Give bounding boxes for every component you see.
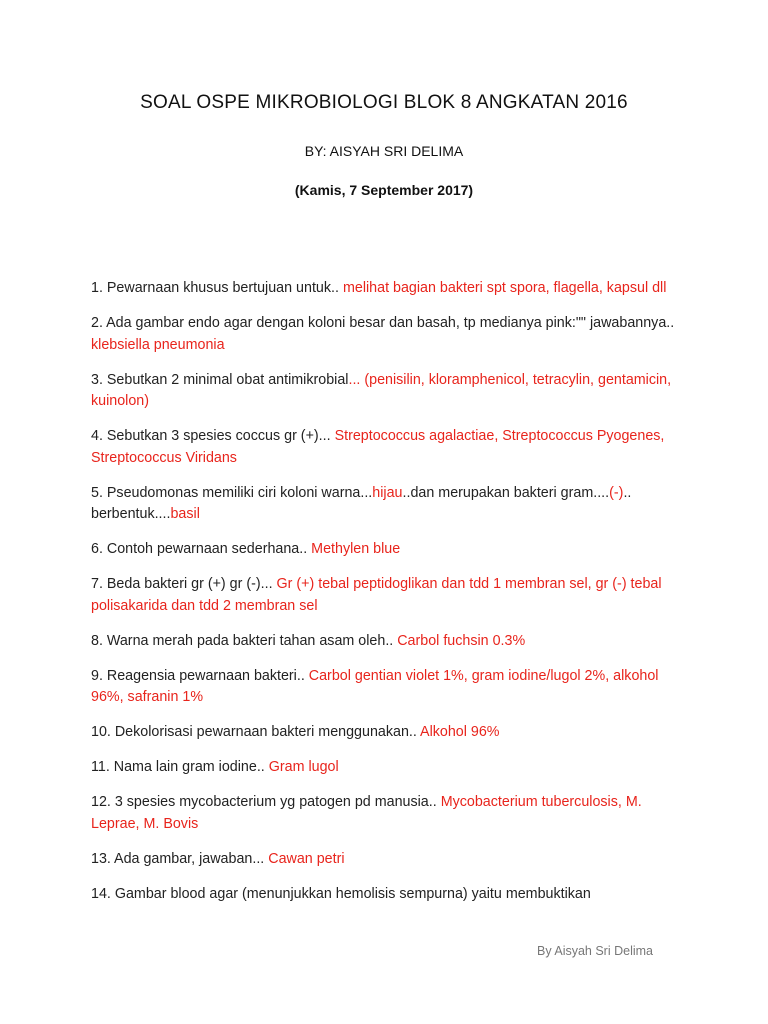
question-item [91, 278, 691, 300]
question-text: 10. Dekolorisasi pewarnaan bakteri menggunakan.. [91, 724, 421, 740]
answer-text: Mycobacterium tuberculosis, M. Leprae, M. Bovis [91, 794, 642, 832]
answer-text: Carbol fuchsin 0.3% [397, 632, 526, 649]
answer-text: Gram lugol [268, 759, 339, 775]
question-item [91, 313, 691, 356]
question-text: 7. Beda bakteri gr (+) gr (-)... [91, 576, 277, 592]
answer-text: (-) [609, 484, 624, 501]
question-list [91, 278, 691, 919]
answer-text: Streptococcus agalactiae, Streptococcus Pyogenes, Streptococcus Viridans [91, 428, 665, 466]
document-title: SOAL OSPE MIKROBIOLOGI BLOK 8 ANGKATAN 2016 [140, 92, 628, 113]
question-item [91, 574, 691, 617]
question-item [91, 757, 691, 779]
answer-text: klebsiella pneumonia [91, 336, 225, 353]
question-item [91, 631, 691, 653]
question-item [91, 849, 691, 871]
question-text: 14. Gambar blood agar (menunjukkan hemolisis sempurna) yaitu membuktikan [91, 885, 591, 902]
answer-text: Alkohol 96% [420, 724, 500, 740]
question-text: 8. Warna merah pada bakteri tahan asam oleh.. [91, 632, 398, 649]
document-date: (Kamis, 7 September 2017) [294, 182, 474, 198]
answer-text: Methylen blue [311, 541, 401, 557]
answer-text: hijau [372, 484, 403, 501]
question-item [91, 483, 691, 526]
question-item [91, 666, 691, 709]
question-text: 9. Reagensia pewarnaan bakteri.. [91, 667, 309, 684]
answer-text: Carbol gentian violet 1%, gram iodine/lugol 2%, alkohol 96%, safranin 1% [91, 667, 659, 705]
question-text: 13. Ada gambar, jawaban... [91, 850, 269, 867]
question-text: 2. Ada gambar endo agar dengan koloni besar dan basah, tp medianya pink:"" jawabannya.. [91, 315, 675, 331]
answer-text: Cawan petri [268, 850, 345, 867]
question-item [91, 426, 691, 469]
question-item [91, 722, 691, 744]
answer-text: melihat bagian bakteri spt spora, flagella, kapsul dll [342, 280, 667, 296]
footer-author: By Aisyah Sri Delima [536, 944, 653, 958]
answer-text: basil [170, 506, 200, 522]
question-text: 3. Sebutkan 2 minimal obat antimikrobial [91, 371, 349, 388]
question-text: 4. Sebutkan 3 spesies coccus gr (+)... [91, 428, 335, 444]
question-item [91, 884, 691, 906]
question-text: .. berbentuk.... [91, 484, 632, 522]
question-text: 6. Contoh pewarnaan sederhana.. [91, 541, 312, 557]
answer-text: Gr (+) tebal peptidoglikan dan tdd 1 membran sel, gr (-) tebal polisakarida dan tdd 2 membran sel [91, 576, 662, 614]
question-item [91, 792, 691, 835]
question-text: 11. Nama lain gram iodine.. [91, 759, 269, 775]
answer-text: ... (penisilin, kloramphenicol, tetracylin, gentamicin, kuinolon) [91, 371, 672, 409]
question-item [91, 539, 691, 561]
question-item [91, 370, 691, 413]
question-text: 5. Pseudomonas memiliki ciri koloni warna... [91, 484, 373, 501]
document-byline: BY: AISYAH SRI DELIMA [304, 143, 464, 159]
question-text: 1. Pewarnaan khusus bertujuan untuk.. [91, 280, 343, 296]
question-text: 12. 3 spesies mycobacterium yg patogen pd manusia.. [91, 794, 441, 810]
question-text: ..dan merupakan bakteri gram.... [402, 484, 610, 501]
